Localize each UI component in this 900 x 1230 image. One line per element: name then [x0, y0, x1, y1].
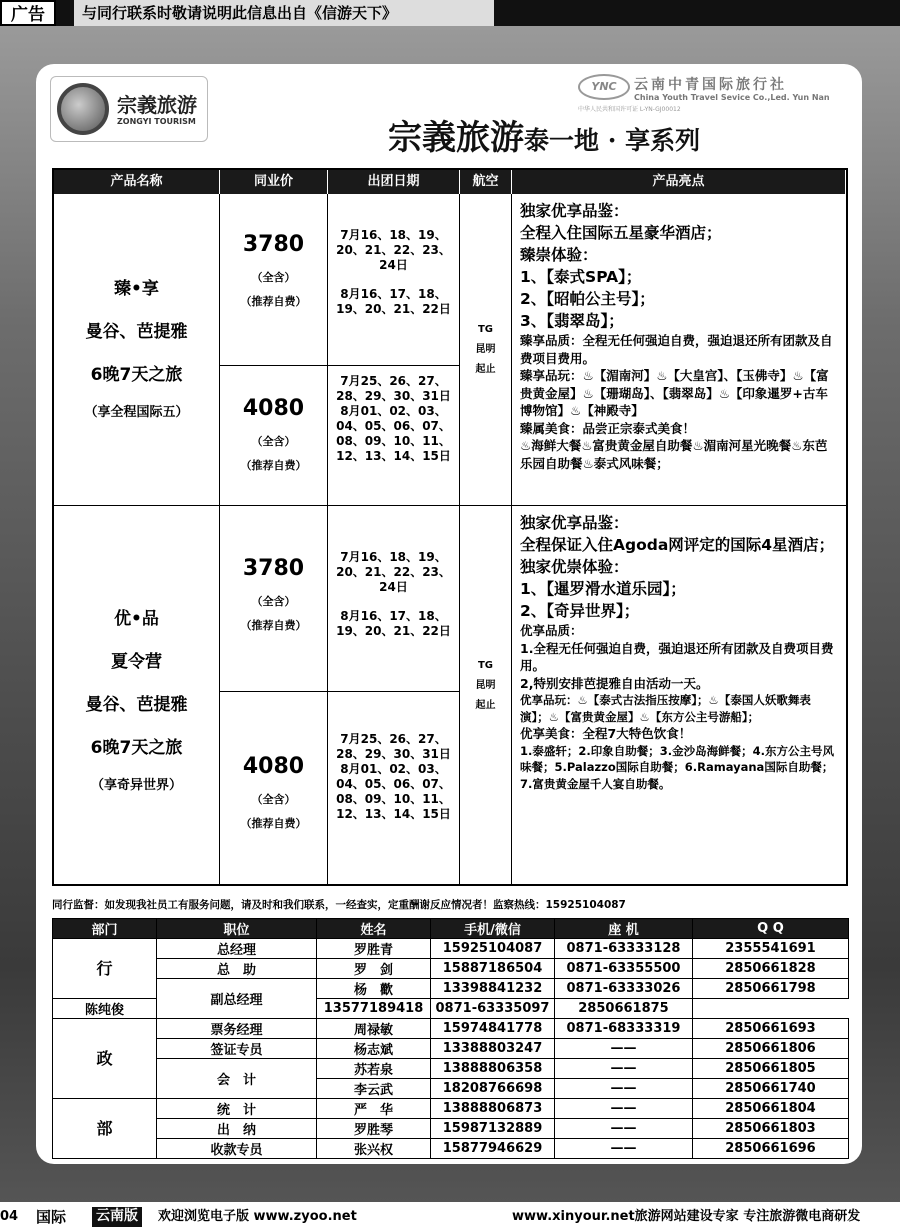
product-1-tier-1-price-cell [220, 194, 328, 366]
contact-qq[interactable]: 2850661693 [693, 1019, 849, 1039]
footer-right-link[interactable]: www.xinyour.net旅游网站建设专家 专注旅游微电商研发 [512, 1209, 861, 1224]
agency-mark-icon: YNC [578, 74, 630, 100]
contacts-table [52, 918, 849, 1159]
contact-mobile[interactable]: 15877946629 [431, 1139, 555, 1159]
contact-mobile[interactable]: 13577189418 [317, 999, 431, 1019]
contact-position: 收款专员 [157, 1139, 317, 1159]
product-1-tier-1-rec: （推荐自费） [240, 295, 307, 308]
page-title [388, 110, 858, 158]
contact-mobile[interactable]: 15925104087 [431, 939, 555, 959]
product-1-tier-2-price: 4080 [242, 396, 305, 421]
product-1-tier-1-incl: （全含） [251, 271, 296, 284]
product-2-note: （享奇异世界） [90, 778, 182, 793]
contacts-header-qq: Q Q [693, 919, 849, 939]
contact-name: 李云武 [317, 1079, 431, 1099]
contact-phone[interactable]: 0871-63333026 [555, 979, 693, 999]
product-2-tier-2-dates-cell [328, 692, 460, 884]
highlight-line: 2、【奇异世界】； [520, 602, 640, 620]
dept-char: 政 [53, 1019, 157, 1099]
product-1-route: 曼谷、芭提雅 [85, 322, 188, 342]
product-2-duration: 6晚7天之旅 [90, 738, 183, 758]
contact-name: 罗胜琴 [317, 1119, 431, 1139]
contacts-header-mobile: 手机/微信 [431, 919, 555, 939]
product-2-highlights-cell [512, 506, 846, 884]
title-brand: 宗義旅游 [388, 118, 524, 158]
contact-phone[interactable]: 0871-63335097 [431, 999, 555, 1019]
contact-mobile[interactable]: 13388803247 [431, 1039, 555, 1059]
contacts-header-phone: 座 机 [555, 919, 693, 939]
contact-qq[interactable]: 2850661696 [693, 1139, 849, 1159]
logo-emblem-icon [57, 83, 109, 135]
contacts-header-dept: 部门 [53, 919, 157, 939]
product-1-airline-note: 起止 [475, 364, 496, 375]
contact-phone[interactable]: —— [555, 1099, 693, 1119]
highlight-line: 1、【泰式SPA】； [520, 268, 642, 286]
highlight-line: 1、【暹罗滑水道乐园】； [520, 580, 686, 598]
contact-phone[interactable]: —— [555, 1119, 693, 1139]
product-1-note: （享全程国际五） [84, 405, 189, 420]
contact-position: 统 计 [157, 1099, 317, 1119]
contacts-header-name: 姓名 [317, 919, 431, 939]
contact-phone[interactable]: 0871-68333319 [555, 1019, 693, 1039]
contact-mobile[interactable]: 15887186504 [431, 959, 555, 979]
contact-mobile[interactable]: 13888806873 [431, 1099, 555, 1119]
contact-mobile[interactable]: 13398841232 [431, 979, 555, 999]
product-2-tier-1-dates-cell [328, 506, 460, 692]
contacts-header-row [53, 919, 849, 939]
top-banner [0, 0, 900, 26]
contact-qq[interactable]: 2850661740 [693, 1079, 849, 1099]
logo-name-en: ZONGYI TOURISM [117, 117, 196, 126]
contact-position: 出 纳 [157, 1119, 317, 1139]
contact-mobile[interactable]: 15974841778 [431, 1019, 555, 1039]
product-2-airline-code: TG [477, 660, 494, 671]
contact-name: 杨 歡 [317, 979, 431, 999]
contact-position: 会 计 [157, 1059, 317, 1099]
product-1-tier-2-rec: （推荐自费） [240, 459, 307, 472]
contact-name: 罗 剑 [317, 959, 431, 979]
banner-slogan: 与同行联系时敬请说明此信息出自《信游天下》 [74, 0, 494, 26]
contact-mobile[interactable]: 15987132889 [431, 1119, 555, 1139]
product-2-tier-2-rec: （推荐自费） [240, 817, 307, 830]
product-2-tier-1-dates-a: 7月16、18、19、20、21、22、23、24日 [336, 550, 451, 594]
logo-name-cn: 宗義旅游 [117, 93, 197, 117]
contacts-row [53, 939, 849, 959]
contact-position: 副总经理 [157, 979, 317, 1019]
product-2-name: 优•品 [114, 609, 159, 629]
contact-qq[interactable]: 2850661805 [693, 1059, 849, 1079]
contact-name: 杨志斌 [317, 1039, 431, 1059]
product-2-highlights [520, 512, 838, 792]
contact-phone[interactable]: 0871-63333128 [555, 939, 693, 959]
product-1-airline-city: 昆明 [475, 344, 496, 355]
product-2-airline-note: 起止 [475, 700, 496, 711]
product-table [52, 168, 848, 886]
contact-phone[interactable]: —— [555, 1039, 693, 1059]
header-price: 同业价 [220, 170, 328, 194]
dept-char: 部 [53, 1099, 157, 1159]
header-highlights: 产品亮点 [512, 170, 846, 194]
contact-name: 罗胜青 [317, 939, 431, 959]
product-1-tier-2-dates-cell [328, 366, 460, 506]
product-2-tier-1-rec: （推荐自费） [240, 619, 307, 632]
header-product-name: 产品名称 [54, 170, 220, 194]
contact-qq[interactable]: 2850661803 [693, 1119, 849, 1139]
contact-qq[interactable]: 2355541691 [693, 939, 849, 959]
product-2-name-cell [54, 506, 220, 884]
product-1-highlights-cell [512, 194, 846, 506]
agency-name-cn: 云南中青国际旅行社 [634, 77, 787, 93]
product-1-highlights [520, 200, 838, 472]
product-2-tier-1-price: 3780 [242, 556, 305, 581]
product-1-airline-code: TG [477, 324, 494, 335]
product-1-tier-1-price: 3780 [242, 232, 305, 257]
contact-mobile[interactable]: 18208766698 [431, 1079, 555, 1099]
highlight-line: 1.泰盛轩；2.印象自助餐；3.金沙岛海鲜餐；4.东方公主号风味餐；5.Palazzo国际自助餐；6.Ramayana国际自助餐；7.富贵黄金屋千人宴自助餐。 [520, 743, 834, 791]
product-1-tier-1-dates-b: 8月16、17、18、19、20、21、22日 [336, 287, 451, 316]
product-2-tier-2-dates-a: 7月25、26、27、28、29、30、31日 [336, 732, 451, 761]
dept-char: 行 [53, 939, 157, 999]
product-1-duration: 6晚7天之旅 [90, 365, 183, 385]
header-airline: 航空 [460, 170, 512, 194]
highlight-line: 1.全程无任何强迫自费，强迫退还所有团款及自费项目费用。 [520, 640, 834, 673]
highlight-line: 独家优享品鉴： [520, 514, 629, 532]
highlight-line: 臻享品质：全程无任何强迫自费，强迫退还所有团款及自费项目费用。 [520, 333, 833, 366]
product-2-airline-cell [460, 506, 512, 884]
product-1-tier-2-price-cell [220, 366, 328, 506]
contact-name: 严 华 [317, 1099, 431, 1119]
highlight-line: 优享品玩：♨【泰式古法指压按摩】；♨【泰国人妖歌舞表演】；♨【富贵黄金屋】♨【东方公主号游船】； [520, 693, 811, 724]
contact-phone[interactable]: 0871-63355500 [555, 959, 693, 979]
highlight-line: 2,特别安排芭提雅自由活动一天。 [520, 675, 709, 691]
highlight-line: 2、【昭帕公主号】； [520, 290, 655, 308]
bottom-bar [0, 1204, 900, 1230]
product-2-tier-2-incl: （全含） [251, 793, 296, 806]
ad-label: 广告 [0, 0, 56, 26]
contact-phone[interactable]: —— [555, 1139, 693, 1159]
product-1-tier-2-dates-a: 7月25、26、27、28、29、30、31日 [336, 374, 451, 403]
product-2-tier-1-dates-b: 8月16、17、18、19、20、21、22日 [336, 609, 451, 638]
header-dates: 出团日期 [328, 170, 460, 194]
product-1-tier-2-incl: （全含） [251, 435, 296, 448]
product-2-tier-2-dates-b: 8月01、02、03、04、05、06、07、08、09、10、11、12、13、14、15日 [336, 762, 451, 821]
supervision-notice: 同行监督：如发现我社员工有服务问题，请及时和我们联系，一经查实，定重酬谢反应情况者！监察热线：15925104087 [52, 899, 626, 911]
highlight-line: 3、【翡翠岛】； [520, 312, 624, 330]
welcome-link[interactable]: 欢迎浏览电子版 www.zyoo.net [158, 1209, 357, 1224]
contacts-row [53, 1139, 849, 1159]
highlight-line: 臻属美食：品尝正宗泰式美食！ [520, 420, 696, 436]
contact-name: 苏若泉 [317, 1059, 431, 1079]
product-2-tier-2-price: 4080 [242, 754, 305, 779]
highlight-line: 臻享品玩：♨【湄南河】♨【大皇宫】、【玉佛寺】♨【富贵黄金屋】♨【珊瑚岛】、【翡翠岛】♨【印象暹罗+古车博物馆】♨【神殿寺】 [520, 368, 829, 418]
contact-phone[interactable]: —— [555, 1079, 693, 1099]
highlight-line: 优享美食：全程7大特色饮食！ [520, 726, 692, 741]
highlight-line: 全程入住国际五星豪华酒店； [520, 224, 722, 242]
contact-name: 陈纯俊 [53, 999, 157, 1019]
section-label: 国际 [36, 1208, 67, 1226]
title-series: 泰一地 · 享系列 [524, 126, 701, 155]
contact-qq[interactable]: 2850661828 [693, 959, 849, 979]
contact-name: 张兴权 [317, 1139, 431, 1159]
contact-position: 签证专员 [157, 1039, 317, 1059]
product-1-tier-2-dates-b: 8月01、02、03、04、05、06、07、08、09、10、11、12、13、14、15日 [336, 404, 451, 463]
product-1-name-cell [54, 194, 220, 506]
contact-mobile[interactable]: 13888806358 [431, 1059, 555, 1079]
contacts-row [53, 979, 849, 999]
zongyi-logo [50, 76, 208, 142]
contacts-row [53, 1019, 849, 1039]
contact-phone[interactable]: —— [555, 1059, 693, 1079]
contacts-row [53, 1039, 849, 1059]
product-2-tier-2-price-cell [220, 692, 328, 884]
edition-label: 云南版 [92, 1207, 142, 1227]
highlight-line: 优享品质： [520, 623, 583, 638]
product-1-name: 臻•享 [114, 279, 159, 299]
contacts-row [53, 1119, 849, 1139]
product-1-tier-1-dates-cell [328, 194, 460, 366]
product-1-airline-cell [460, 194, 512, 506]
contact-position: 票务经理 [157, 1019, 317, 1039]
agency-name-en: China Youth Travel Sevice Co.,Led. Yun Nan [634, 93, 830, 102]
contact-qq[interactable]: 2850661875 [555, 999, 693, 1019]
contacts-row [53, 959, 849, 979]
contact-name: 周禄敏 [317, 1019, 431, 1039]
product-2-airline-city: 昆明 [475, 680, 496, 691]
contacts-header-position: 职位 [157, 919, 317, 939]
agency-logo [578, 74, 848, 114]
highlight-line: 全程保证入住Agoda网评定的国际4星酒店； [520, 536, 835, 554]
contacts-row [53, 1099, 849, 1119]
product-2-tier-1-price-cell [220, 506, 328, 692]
product-2-route: 夏令营 [111, 652, 162, 672]
contact-position: 总 助 [157, 959, 317, 979]
highlight-line: 独家优享品鉴： [520, 202, 629, 220]
highlight-line: 独家优崇体验： [520, 558, 629, 576]
product-1-tier-1-dates-a: 7月16、18、19、20、21、22、23、24日 [336, 228, 451, 272]
product-2-route2: 曼谷、芭提雅 [85, 695, 188, 715]
contact-qq[interactable]: 2850661804 [693, 1099, 849, 1119]
contact-qq[interactable]: 2850661798 [693, 979, 849, 999]
highlight-line: ♨海鲜大餐♨富贵黄金屋自助餐♨湄南河星光晚餐♨东芭乐园自助餐♨泰式风味餐； [520, 438, 828, 471]
contact-position: 总经理 [157, 939, 317, 959]
contact-qq[interactable]: 2850661806 [693, 1039, 849, 1059]
agency-license: 中华人民共和国许可证 L-YN-GJ00012 [578, 106, 681, 113]
page-number: 04 [0, 1209, 19, 1224]
highlight-line: 臻崇体验： [520, 246, 598, 264]
product-2-tier-1-incl: （全含） [251, 595, 296, 608]
contacts-row [53, 1059, 849, 1079]
